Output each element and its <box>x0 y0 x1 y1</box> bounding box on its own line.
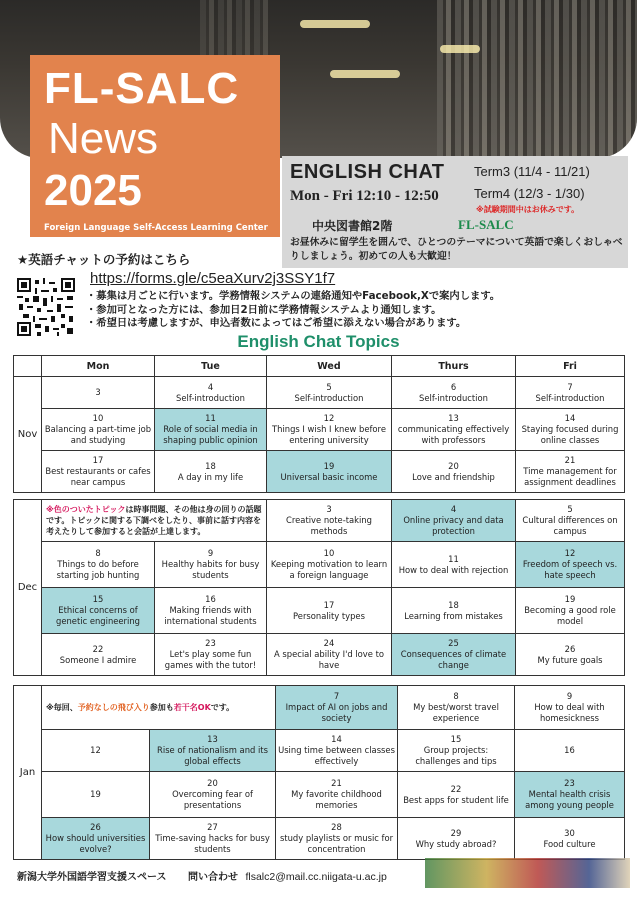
walk-in-notice <box>42 686 276 730</box>
color-topic-notice <box>42 500 267 542</box>
calendar-cell <box>398 686 515 730</box>
day-number: 13 <box>207 734 218 744</box>
january-calendar <box>13 685 625 860</box>
day-number: 12 <box>564 548 576 558</box>
calendar-cell-current-affairs <box>392 634 516 676</box>
day-number: 20 <box>207 778 218 788</box>
chat-time: Mon - Fri 12:10 - 12:50 <box>290 188 439 204</box>
calendar-cell <box>155 542 267 588</box>
topic-text: Time-saving hacks for busy students <box>155 833 270 854</box>
day-number: 6 <box>450 381 457 392</box>
calendar-cell <box>515 730 625 772</box>
reservation-form-link[interactable]: https://forms.gle/c5eaXurv2j3SSY1f7 <box>90 270 336 287</box>
day-number: 7 <box>567 381 573 392</box>
day-number: 25 <box>448 638 459 648</box>
topic-text: Universal basic income <box>280 471 378 482</box>
day-number: 21 <box>564 455 576 465</box>
calendar-cell <box>267 542 392 588</box>
november-calendar <box>13 355 625 493</box>
notice-text: ※毎回、 <box>46 703 78 712</box>
calendar-cell-current-affairs <box>150 730 276 772</box>
month-label: Jan <box>14 686 42 860</box>
calendar-cell <box>42 409 155 451</box>
calendar-cell <box>276 730 398 772</box>
day-number: 12 <box>323 413 335 423</box>
notice-text: です。 <box>210 703 235 712</box>
topic-text: Things I wish I knew before entering university <box>272 424 386 445</box>
topic-text: Self-introduction <box>535 392 605 403</box>
calendar-cell-current-affairs <box>392 500 516 542</box>
topic-text: Best restaurants or cafes near campus <box>45 466 151 487</box>
day-number: 27 <box>207 822 218 832</box>
day-number: 29 <box>450 827 462 838</box>
topic-text: Freedom of speech vs. hate speech <box>522 559 618 580</box>
day-number: 8 <box>95 548 101 558</box>
topic-text: Role of social media in shaping public opinion <box>163 424 258 445</box>
day-number: 30 <box>564 827 575 838</box>
calendar-cell <box>276 772 398 818</box>
topic-text: My future goals <box>537 654 603 665</box>
calendar-cell <box>516 500 625 542</box>
chat-title: ENGLISH CHAT <box>290 161 445 183</box>
day-number: 9 <box>207 548 214 558</box>
title-subtitle: Foreign Language Self-Access Learning Center <box>44 223 268 233</box>
day-number: 23 <box>564 778 575 788</box>
day-number: 14 <box>564 413 576 423</box>
day-number: 22 <box>92 643 104 654</box>
day-number: 22 <box>450 783 462 794</box>
day-number: 16 <box>205 594 216 604</box>
day-number: 19 <box>90 789 101 799</box>
calendar-cell <box>398 730 515 772</box>
day-number: 13 <box>448 413 459 423</box>
weekday-header: Tue <box>155 356 267 377</box>
notice-highlight: ※色のついたトピック <box>46 505 126 514</box>
topic-text: Becoming a good role model <box>524 605 616 626</box>
calendar-cell <box>155 377 267 409</box>
calendar-cell <box>42 377 155 409</box>
day-number: 24 <box>323 638 335 648</box>
day-number: 18 <box>205 460 216 471</box>
reservation-note: ・募集は月ごとに行います。学務情報システムの連絡通知やFacebook,Xで案内します。 <box>86 290 501 302</box>
topic-text: Rise of nationalism and its global effects <box>157 745 268 766</box>
day-number: 9 <box>566 691 573 701</box>
day-number: 26 <box>564 643 576 654</box>
day-number: 21 <box>331 778 342 788</box>
day-number: 14 <box>331 734 342 744</box>
topic-text: Staying focused during online classes <box>521 424 619 445</box>
notice-text: 参加も <box>149 703 174 712</box>
topic-text: My favorite childhood memories <box>291 789 382 810</box>
day-number: 20 <box>448 460 459 471</box>
weekday-header: Wed <box>267 356 392 377</box>
calendar-cell <box>515 818 625 860</box>
topic-text: How should universities evolve? <box>45 833 146 854</box>
topic-text: Keeping motivation to learn a foreign language <box>270 559 388 580</box>
topic-text: How to deal with rejection <box>398 564 509 575</box>
day-number: 15 <box>450 734 462 744</box>
topics-title: English Chat Topics <box>237 332 400 351</box>
day-number: 15 <box>92 594 104 604</box>
qr-code-icon[interactable] <box>17 278 75 336</box>
day-number: 8 <box>453 691 459 701</box>
calendar-cell-current-affairs <box>42 588 155 634</box>
topic-text: Ethical concerns of genetic engineering <box>56 605 140 626</box>
day-number: 4 <box>450 504 457 514</box>
chat-place: 中央図書館2階 <box>312 219 393 233</box>
day-number: 4 <box>207 381 214 392</box>
corner-cell <box>14 356 42 377</box>
day-number: 28 <box>331 822 342 832</box>
day-number: 18 <box>448 599 459 610</box>
calendar-cell-current-affairs <box>276 686 398 730</box>
calendar-cell-current-affairs <box>42 818 150 860</box>
topic-text: Balancing a part-time job and studying <box>44 424 152 445</box>
topic-text: Self-introduction <box>419 392 488 403</box>
calendar-cell <box>398 818 515 860</box>
reservation-heading: ★英語チャットの予約はこちら <box>17 252 191 267</box>
calendar-cell-current-affairs <box>267 451 392 493</box>
calendar-cell <box>42 634 155 676</box>
calendar-cell <box>392 451 516 493</box>
topic-text: Love and friendship <box>412 471 495 482</box>
calendar-cell <box>155 588 267 634</box>
notice-highlight: 若干名OK <box>173 703 211 712</box>
topic-text: Online privacy and data protection <box>403 515 504 536</box>
day-number: 11 <box>205 413 216 423</box>
topic-text: Impact of AI on jobs and society <box>285 702 388 723</box>
day-number: 23 <box>205 638 216 648</box>
calendar-cell <box>150 818 276 860</box>
reservation-note: ・参加可となった方には、参加日2日前に学務情報システムより通知します。 <box>86 303 442 316</box>
title-panel <box>30 55 280 237</box>
calendar-cell <box>516 377 625 409</box>
calendar-cell <box>516 634 625 676</box>
day-number: 10 <box>323 548 335 558</box>
topic-text: Let's play some fun games with the tutor! <box>164 649 257 670</box>
notice-highlight: 予約なしの飛び入り <box>77 703 150 712</box>
calendar-cell <box>398 772 515 818</box>
calendar-cell <box>42 730 150 772</box>
calendar-cell <box>42 542 155 588</box>
title-line1: FL-SALC <box>44 64 240 113</box>
topic-text: Group projects: challenges and tips <box>415 745 497 766</box>
calendar-cell <box>392 377 516 409</box>
footer-org: 新潟大学外国語学習支援スペース <box>17 872 167 883</box>
calendar-cell <box>267 500 392 542</box>
calendar-cell <box>515 686 625 730</box>
topic-text: Time management for assignment deadlines <box>523 466 617 487</box>
calendar-cell <box>516 451 625 493</box>
calendar-cell <box>516 588 625 634</box>
term3-dates: Term3 (11/4 - 11/21) <box>474 164 590 179</box>
term4-dates: Term4 (12/3 - 1/30) <box>474 186 585 201</box>
day-number: 12 <box>90 745 101 755</box>
topic-text: Making friends with international students <box>164 605 257 626</box>
calendar-cell <box>267 588 392 634</box>
calendar-cell <box>150 772 276 818</box>
english-chat-box <box>282 156 628 268</box>
calendar-cell-current-affairs <box>155 409 267 451</box>
topic-text: My best/worst travel experience <box>413 702 499 723</box>
topic-text: A special ability I'd love to have <box>274 649 384 670</box>
topic-text: Using time between classes effectively <box>278 745 395 766</box>
month-label: Nov <box>14 377 42 493</box>
month-label: Dec <box>14 500 42 676</box>
day-number: 3 <box>326 504 332 514</box>
topic-text: Cultural differences on campus <box>522 515 618 536</box>
topic-text: Why study abroad? <box>415 838 497 849</box>
calendar-cell <box>392 409 516 451</box>
topic-text: Overcoming fear of presentations <box>172 789 253 810</box>
day-number: 17 <box>92 455 104 465</box>
day-number: 16 <box>564 745 575 755</box>
day-number: 10 <box>92 413 104 423</box>
topic-text: Mental health crisis among young people <box>525 789 614 810</box>
calendar-cell <box>267 409 392 451</box>
exam-note: ※試験期間中はお休みです。 <box>476 205 580 214</box>
day-number: 5 <box>567 504 573 514</box>
calendar-cell <box>42 451 155 493</box>
calendar-cell <box>42 772 150 818</box>
calendar-cell-current-affairs <box>516 542 625 588</box>
footer-email-link[interactable]: flsalc2@mail.cc.niigata-u.ac.jp <box>245 871 387 883</box>
topic-text: Self-introduction <box>294 392 364 403</box>
chat-description: お昼休みに留学生を囲んで、ひとつのテーマについて英語で楽しくおしゃべりしましょう。初めての人も大歓迎！ <box>290 237 623 262</box>
day-number: 11 <box>448 553 459 564</box>
calendar-cell <box>392 588 516 634</box>
reservation-notes <box>86 290 500 331</box>
topic-text: Learning from mistakes <box>404 610 503 621</box>
topic-text: Healthy habits for busy students <box>161 559 260 580</box>
topic-text: A day in my life <box>177 471 244 482</box>
weekday-header: Mon <box>42 356 155 377</box>
topic-text: Creative note-taking methods <box>286 515 372 536</box>
weekday-header: Fri <box>516 356 625 377</box>
flags-image <box>425 858 630 888</box>
day-number: 3 <box>95 387 101 397</box>
topic-text: Best apps for student life <box>403 794 509 805</box>
title-line2: News <box>48 114 159 163</box>
topic-text: Things to do before starting job hunting <box>56 559 140 580</box>
day-number: 19 <box>323 460 335 471</box>
calendar-cell <box>516 409 625 451</box>
day-number: 17 <box>323 599 335 610</box>
footer-contact-label: 問い合わせ <box>187 872 238 883</box>
notice-text: は時事問題、その他は身の回りの話題です。トピックに関する下調べをしたり、事前に話す内容を考えたりして参加すると会話が上達します。 <box>46 505 262 536</box>
calendar-cell <box>392 542 516 588</box>
day-number: 7 <box>333 691 340 701</box>
topic-text: communicating effectively with professors <box>397 424 510 445</box>
topic-text: How to deal with homesickness <box>534 702 605 723</box>
calendar-cell <box>276 818 398 860</box>
topic-text: Personality types <box>293 610 365 621</box>
december-calendar <box>13 499 625 676</box>
topic-text: study playlists or music for concentration <box>279 833 394 854</box>
calendar-cell <box>267 634 392 676</box>
topic-text: Food culture <box>543 838 596 849</box>
chat-place-name: FL-SALC <box>458 217 514 232</box>
day-number: 19 <box>564 594 576 604</box>
calendar-cell <box>267 377 392 409</box>
calendar-cell <box>155 634 267 676</box>
calendar-cell-current-affairs <box>515 772 625 818</box>
weekday-header: Thurs <box>392 356 516 377</box>
footer <box>17 868 387 883</box>
title-year: 2025 <box>44 166 142 215</box>
day-number: 26 <box>90 822 101 832</box>
day-number: 5 <box>326 381 332 392</box>
reservation-note: ・希望日は考慮しますが、申込者数によってはご希望に添えない場合があります。 <box>86 317 467 329</box>
topic-text: Self-introduction <box>176 392 245 403</box>
topic-text: Someone I admire <box>59 654 137 665</box>
calendar-cell <box>155 451 267 493</box>
topic-text: Consequences of climate change <box>400 649 507 670</box>
